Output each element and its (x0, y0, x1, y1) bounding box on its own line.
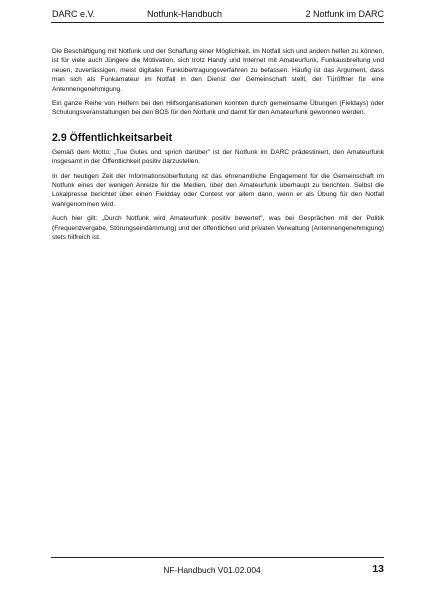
header-organization: DARC e.V. (52, 9, 96, 19)
paragraph-helpers: Ein ganze Reihe von Helfern bei den Hilfsorganisationen konnten durch gemeinsame Übungen (Fieldays) oder Schulungsveranstaltungen bei den BOS für den Notfunk und damit für den Amateurfunk gewonnen werden. (52, 100, 384, 117)
section-title: 2.9 Öffentlichkeitsarbeit (52, 131, 173, 144)
header-document-title: Notfunk-Handbuch (147, 9, 223, 19)
header-divider (51, 22, 384, 23)
paragraph-motivation: Die Beschäftigung mit Notfunk und der Schaffung einer Möglichkeit, im Notfall sich und andern helfen zu können, ist für viele auch Jüngere die Motivation, sich trotz Handy und Internet mit Amateurfunk, Funkausbreitung und neuen, zuverlässigen, meist digitalen Funkübertragungsverfahren zu befassen. Häufig ist das Argument, dass man sich als Funkamateur im Notfall in den Dienst der Gemeinschaft stellt, der Türöffner für eine Antennengenehmigung. (52, 48, 384, 93)
paragraph-politics: Auch hier gilt: „Durch Notfunk wird Amateurfunk positiv bewertet", was bei Gesprächen mit der Politik (Frequenzvergabe, Störungseindämmung) und der öffentlichen und privaten Verwaltung (Antennengenehmigung) stets hilfreich ist. (52, 215, 384, 242)
body-content (52, 47, 384, 248)
paragraph-motto: Gemäß dem Motto: „Tue Gutes und sprich darüber" ist der Notfunk im DARC prädestiniert, den Amateurfunk insgesamt in der Öffentlichkeit positiv darzustellen. (52, 148, 384, 166)
footer-divider (51, 557, 384, 558)
page-number: 13 (372, 563, 384, 575)
header-chapter: 2 Notfunk im DARC (305, 9, 384, 19)
footer-version: NF-Handbuch V01.02.004 (163, 565, 261, 575)
paragraph-media: In der heutigen Zeit der Informationsüberflutung ist das ehrenamtliche Engagement für die Gemeinschaft im Notfunk eines der wenigen Anreize für die Medien, über den Amateurfunk überhaupt zu berichten. Selbst die Lokalpresse berichtet über einen Fieldday oder Contest vor allem dann, wenn er als Übung für den Notfall wahrgenommen wird. (52, 172, 384, 208)
